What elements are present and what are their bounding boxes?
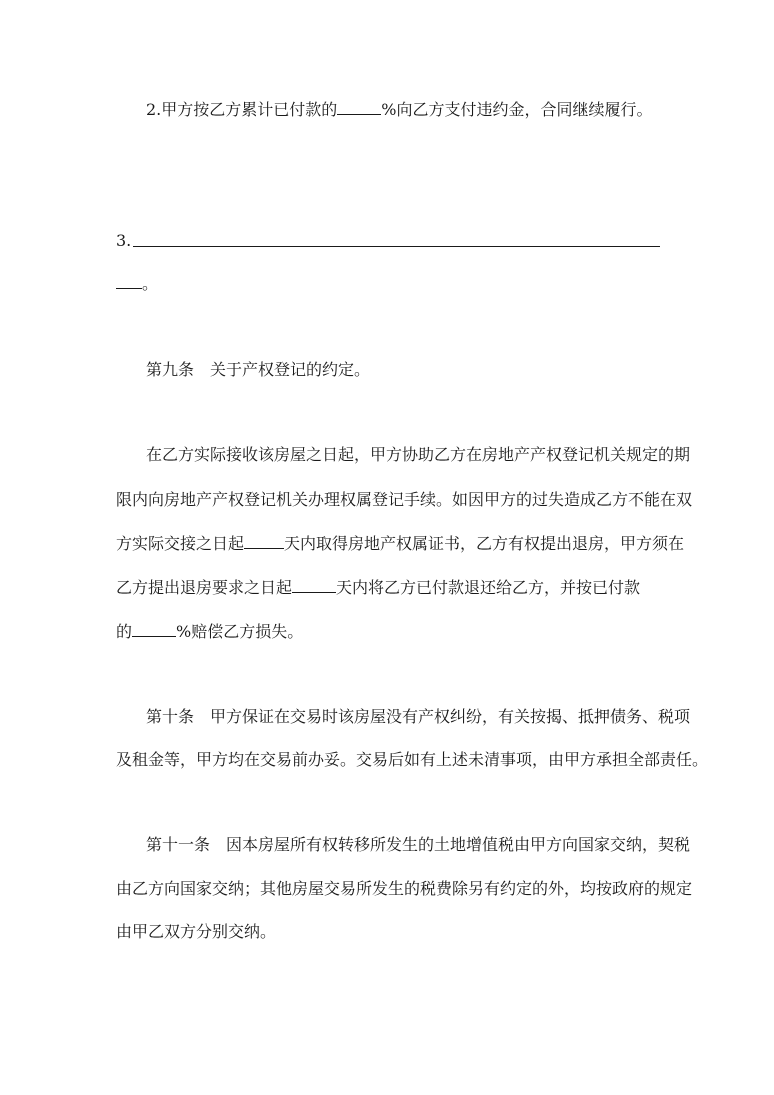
clause8-item2-text-post: %向乙方支付违约金，合同继续履行。 [381,100,653,119]
clause11-line1: 第十一条 因本房屋所有权转移所发生的土地增值税由甲方向国家交纳，契税 [146,835,691,854]
clause11-line2: 由乙方向国家交纳；其他房屋交易所发生的税费除另有约定的外，均按政府的规定 [116,879,693,898]
clause9-line1: 在乙方实际接收该房屋之日起，甲方协助乙方在房地产产权登记机关规定的期 [146,445,691,464]
clause9-title: 第九条 关于产权登记的约定。 [146,360,371,379]
clause9-line3-pre: 方实际交接之日起 [116,534,245,553]
clause9-line2: 限内向房地产产权登记机关办理权属登记手续。如因甲方的过失造成乙方不能在双 [116,490,693,509]
clause8-item3-number [116,231,131,251]
blank-field [244,534,284,549]
long-blank-field [133,246,660,247]
clause8-item2 [146,100,653,120]
blank-field [292,578,336,593]
blank-field [116,274,142,289]
item-tail: 。 [142,274,159,293]
clause9-line5-post: %赔偿乙方损失。 [176,622,304,641]
item-number: 3. [116,231,132,250]
clause9-line5 [116,622,303,642]
clause9-line4-pre: 乙方提出退房要求之日起 [116,578,293,597]
clause9-line5-pre: 的 [116,622,133,641]
blank-field [132,622,176,637]
clause9-line4 [116,578,640,598]
clause9-line4-post: 天内将乙方已付款退还给乙方，并按已付款 [336,578,641,597]
clause9-line3 [116,534,684,554]
clause9-line3-post: 天内取得房地产权属证书，乙方有权提出退房，甲方须在 [284,534,685,553]
clause8-item2-text-pre: 2.甲方按乙方累计已付款的 [146,100,338,119]
clause8-item3-tail [116,274,158,294]
clause10-line2: 及租金等，甲方均在交易前办妥。交易后如有上述未清事项，由甲方承担全部责任。 [116,750,709,769]
clause10-line1: 第十条 甲方保证在交易时该房屋没有产权纠纷，有关按揭、抵押债务、税项 [146,707,691,726]
clause11-line3: 由甲乙双方分别交纳。 [116,922,277,941]
blank-field [337,100,381,115]
